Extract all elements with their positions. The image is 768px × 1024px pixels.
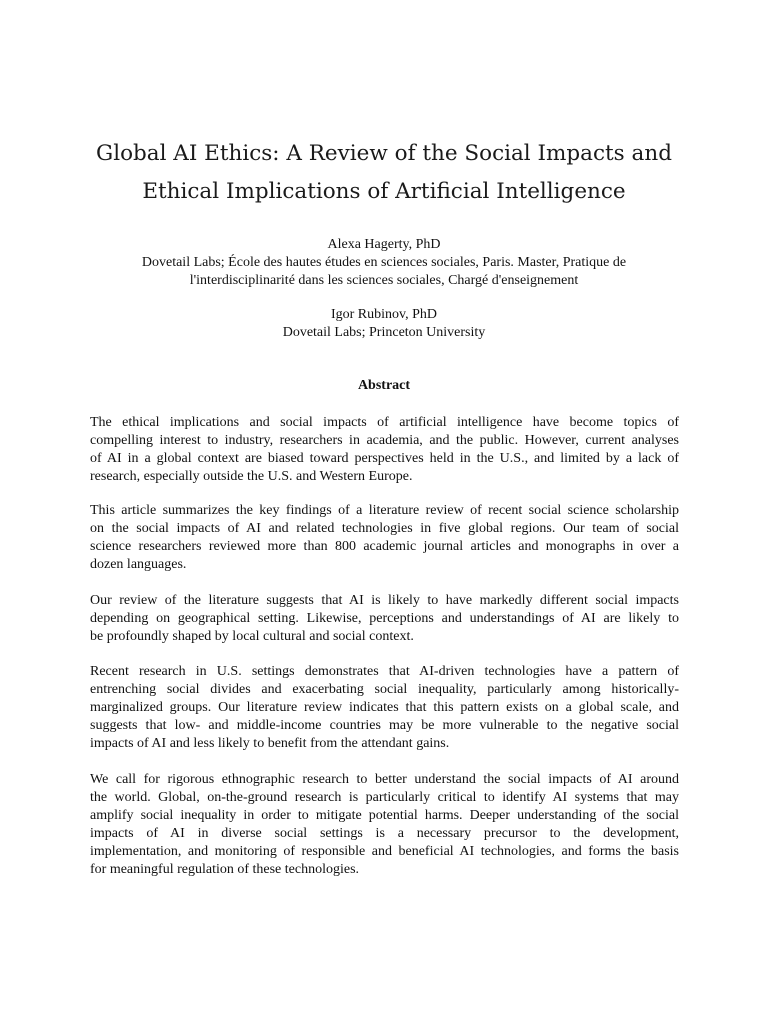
text-line: the world. Global, on-the-ground research is particularly critical to identify AI systems that may bbox=[90, 790, 679, 805]
author-affiliation: l'interdisciplinarité dans les sciences sociales, Chargé d'enseignement bbox=[189, 273, 579, 288]
author-name: Igor Rubinov, PhD bbox=[330, 307, 438, 322]
text-line: We call for rigorous ethnographic research to better understand the social impacts of AI around bbox=[90, 772, 679, 787]
text-line: on the social impacts of AI and related technologies in five global regions. Our team of social bbox=[90, 521, 679, 536]
abstract-paragraph-5 bbox=[90, 771, 679, 879]
text-line: of AI in a global context are biased toward perspectives held in the U.S., and limited by a lack of bbox=[90, 451, 679, 466]
text-line: depending on geographical setting. Likewise, perceptions and understandings of AI are likely to bbox=[90, 611, 679, 626]
author-name: Alexa Hagerty, PhD bbox=[327, 237, 441, 252]
author-affiliation: Dovetail Labs; École des hautes études en sciences sociales, Paris. Master, Pratique de bbox=[141, 255, 627, 270]
abstract-paragraph-4 bbox=[90, 663, 679, 753]
abstract-paragraph-1 bbox=[90, 414, 679, 486]
paper-title bbox=[60, 135, 708, 211]
text-line: This article summarizes the key findings of a literature review of recent social science scholarship bbox=[90, 503, 679, 518]
text-line: be profoundly shaped by local cultural and social context. bbox=[90, 629, 414, 644]
author-affiliation: Dovetail Labs; Princeton University bbox=[282, 325, 486, 340]
text-line: research, especially outside the U.S. and Western Europe. bbox=[90, 469, 413, 484]
abstract-paragraph-2 bbox=[90, 502, 679, 574]
text-line: entrenching social divides and exacerbating social inequality, particularly among historically- bbox=[90, 682, 679, 697]
abstract-paragraph-3 bbox=[90, 592, 679, 646]
text-line: for meaningful regulation of these technologies. bbox=[90, 862, 360, 877]
text-line: suggests that low- and middle-income countries may be more vulnerable to the negative social bbox=[90, 718, 679, 733]
text-line: impacts of AI in diverse social settings is a necessary precursor to the development, bbox=[90, 826, 679, 841]
text-line: amplify social inequality in order to mitigate potential harms. Deeper understanding of the social bbox=[90, 808, 679, 823]
text-line: The ethical implications and social impacts of artificial intelligence have become topics of bbox=[90, 415, 679, 430]
text-line: Recent research in U.S. settings demonstrates that AI-driven technologies have a pattern of bbox=[90, 664, 679, 679]
text-line: implementation, and monitoring of responsible and beneficial AI technologies, and forms the basis bbox=[90, 844, 679, 859]
text-line: marginalized groups. Our literature review indicates that this pattern exists on a global scale, and bbox=[90, 700, 679, 715]
text-line: impacts of AI and less likely to benefit from the attendant gains. bbox=[90, 736, 450, 751]
text-line: dozen languages. bbox=[90, 557, 187, 572]
text-line: compelling interest to industry, researchers in academia, and the public. However, current analyses bbox=[90, 433, 679, 448]
text-line: science researchers reviewed more than 800 academic journal articles and monographs in over a bbox=[90, 539, 679, 554]
title-line-1: Global AI Ethics: A Review of the Social Impacts and bbox=[96, 141, 672, 166]
author-block-2 bbox=[60, 306, 708, 342]
text-line: Our review of the literature suggests that AI is likely to have markedly different social impacts bbox=[90, 593, 679, 608]
title-line-2: Ethical Implications of Artificial Intelligence bbox=[142, 179, 626, 204]
author-block-1 bbox=[60, 236, 708, 290]
abstract-heading: Abstract bbox=[357, 378, 411, 393]
